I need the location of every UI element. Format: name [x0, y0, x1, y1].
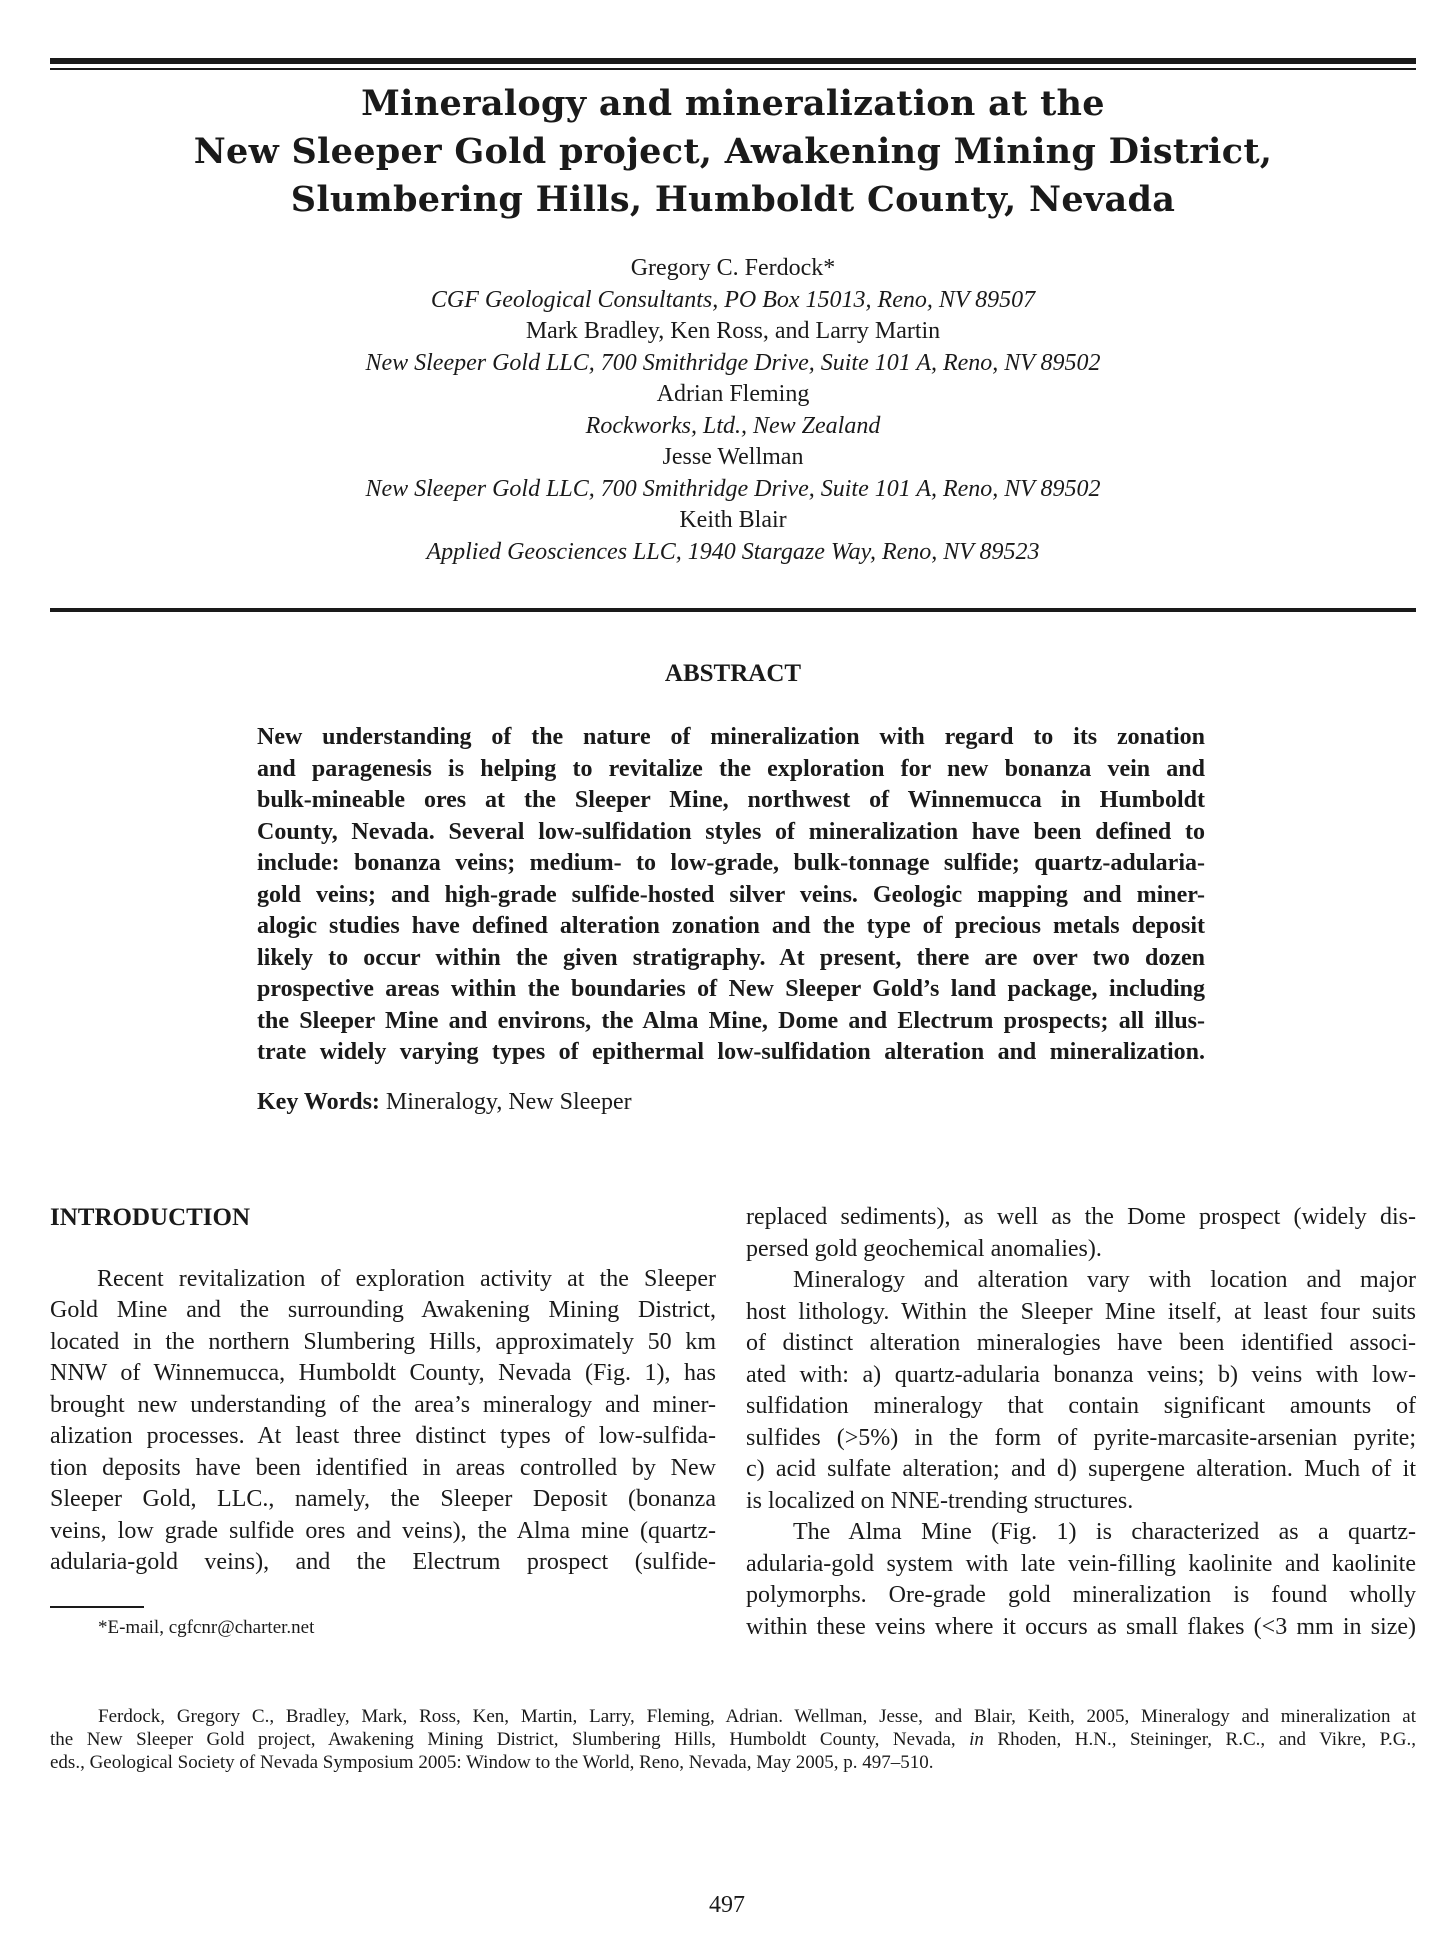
abstract-line: gold veins; and high-grade sulfide-hosted silver veins. Geologic mapping and miner-: [257, 881, 1205, 908]
author-affiliation: New Sleeper Gold LLC, 700 Smithridge Drive, Suite 101 A, Reno, NV 89502: [365, 349, 1101, 376]
citation-italic-in: in: [969, 1729, 984, 1750]
abstract-line: the Sleeper Mine and environs, the Alma Mine, Dome and Electrum prospects; all illus-: [257, 1007, 1205, 1034]
body-line: ated with: a) quartz-adularia bonanza veins; b) veins with low-: [746, 1361, 1416, 1388]
body-line: adularia-gold veins), and the Electrum prospect (sulfide-: [50, 1549, 716, 1575]
body-line: tion deposits have been identified in areas controlled by New: [50, 1454, 716, 1481]
body-line: is localized on NNE-trending structures.: [746, 1487, 1134, 1514]
body-line: polymorphs. Ore-grade gold mineralization is found wholly: [746, 1582, 1416, 1608]
abstract-line: include: bonanza veins; medium- to low-grade, bulk-tonnage sulfide; quartz-adularia-: [257, 850, 1205, 876]
author-affiliation: Rockworks, Ltd., New Zealand: [585, 412, 881, 439]
title-line-1: Mineralogy and mineralization at the: [361, 83, 1105, 124]
body-line: brought new understanding of the area’s mineralogy and miner-: [50, 1391, 716, 1418]
citation-text: the New Sleeper Gold project, Awakening Mining District, Slumbering Hills, Humboldt County, Nevada,: [50, 1729, 956, 1750]
body-line: sulfides (>5%) in the form of pyrite-marcasite-arsenian pyrite;: [746, 1424, 1416, 1451]
paper-title: [50, 80, 1416, 224]
author-name: Mark Bradley, Ken Ross, and Larry Martin: [525, 318, 941, 344]
author-name: Keith Blair: [679, 507, 787, 533]
body-line: sulfidation mineralogy that contain significant amounts of: [746, 1393, 1416, 1419]
citation-line: eds., Geological Society of Nevada Symposium 2005: Window to the World, Reno, Nevada, May 2005, p. 497–510.: [50, 1752, 934, 1773]
section-divider-rule: [50, 608, 1416, 612]
body-line: replaced sediments), as well as the Dome prospect (widely dis-: [746, 1204, 1416, 1230]
left-column: [50, 1202, 716, 1579]
body-line: c) acid sulfate alteration; and d) supergene alteration. Much of it: [746, 1456, 1416, 1482]
body-line: Sleeper Gold, LLC., namely, the Sleeper Deposit (bonanza: [50, 1486, 716, 1512]
author-affiliation: New Sleeper Gold LLC, 700 Smithridge Drive, Suite 101 A, Reno, NV 89502: [365, 475, 1101, 502]
abstract-line: and paragenesis is helping to revitalize the exploration for new bonanza vein and: [257, 755, 1205, 782]
title-line-2: New Sleeper Gold project, Awakening Mining District,: [193, 131, 1273, 172]
body-line: adularia-gold system with late vein-filling kaolinite and kaolinite: [746, 1550, 1416, 1577]
citation-block: [50, 1705, 1416, 1774]
abstract-line: trate widely varying types of epithermal low-sulfidation alteration and mineralization.: [257, 1039, 1205, 1065]
author-name: Adrian Fleming: [656, 381, 810, 407]
body-line: host lithology. Within the Sleeper Mine itself, at least four suits: [746, 1298, 1416, 1325]
author-affiliation: Applied Geosciences LLC, 1940 Stargaze Way, Reno, NV 89523: [426, 538, 1040, 565]
author-affiliation: CGF Geological Consultants, PO Box 15013, Reno, NV 89507: [430, 286, 1036, 313]
footnote-email: *E-mail, cgfcnr@charter.net: [98, 1617, 315, 1638]
abstract-line: New understanding of the nature of mineralization with regard to its zonation: [257, 724, 1205, 750]
keywords-label: Key Words:: [257, 1089, 380, 1115]
title-line-3: Slumbering Hills, Humboldt County, Nevada: [290, 179, 1176, 220]
body-line: located in the northern Slumbering Hills, approximately 50 km: [50, 1328, 716, 1355]
keywords-value: Mineralogy, New Sleeper: [385, 1089, 632, 1115]
body-line: Recent revitalization of exploration activity at the Sleeper: [97, 1265, 716, 1292]
body-line: veins, low grade sulfide ores and veins), the Alma mine (quartz-: [50, 1517, 716, 1544]
top-double-rule-thick: [50, 58, 1416, 64]
body-line: within these veins where it occurs as small flakes (<3 mm in size): [746, 1613, 1416, 1640]
citation-line: [50, 1728, 1416, 1751]
body-line: of distinct alteration mineralogies have been identified associ-: [746, 1330, 1416, 1356]
abstract-text: [257, 722, 1205, 1069]
body-line: NNW of Winnemucca, Humboldt County, Nevada (Fig. 1), has: [50, 1360, 716, 1386]
footnote-rule: [50, 1606, 144, 1608]
page-number: 497: [709, 1892, 745, 1918]
abstract-heading: ABSTRACT: [664, 660, 802, 687]
author-name: Jesse Wellman: [662, 444, 804, 470]
citation-text: Rhoden, H.N., Steininger, R.C., and Vikre, P.G.,: [997, 1729, 1417, 1750]
abstract-line: alogic studies have defined alteration zonation and the type of precious metals deposit: [257, 913, 1205, 939]
body-line: The Alma Mine (Fig. 1) is characterized as a quartz-: [793, 1519, 1416, 1545]
author-name: Gregory C. Ferdock*: [630, 255, 836, 281]
abstract-line: bulk-mineable ores at the Sleeper Mine, northwest of Winnemucca in Humboldt: [257, 787, 1205, 813]
abstract-line: County, Nevada. Several low-sulfidation styles of mineralization have been defined to: [257, 818, 1205, 845]
abstract-line: prospective areas within the boundaries of New Sleeper Gold’s land package, including: [257, 976, 1205, 1002]
section-heading-introduction: INTRODUCTION: [50, 1204, 251, 1231]
citation-line: Ferdock, Gregory C., Bradley, Mark, Ross, Ken, Martin, Larry, Fleming, Adrian. Wellman, Jesse, and Blair, Keith, 2005, Mineralogy and mineralization at: [98, 1706, 1416, 1727]
right-column: [746, 1202, 1416, 1643]
body-line: persed gold geochemical anomalies).: [746, 1235, 1102, 1262]
body-line: Mineralogy and alteration vary with location and major: [793, 1267, 1416, 1293]
keywords: [257, 1089, 632, 1116]
top-double-rule-thin: [50, 68, 1416, 70]
abstract-line: likely to occur within the given stratigraphy. At present, there are over two dozen: [257, 944, 1205, 971]
body-line: Gold Mine and the surrounding Awakening Mining District,: [50, 1297, 716, 1323]
body-line: alization processes. At least three distinct types of low-sulfida-: [50, 1423, 716, 1449]
author-block: [50, 253, 1416, 568]
